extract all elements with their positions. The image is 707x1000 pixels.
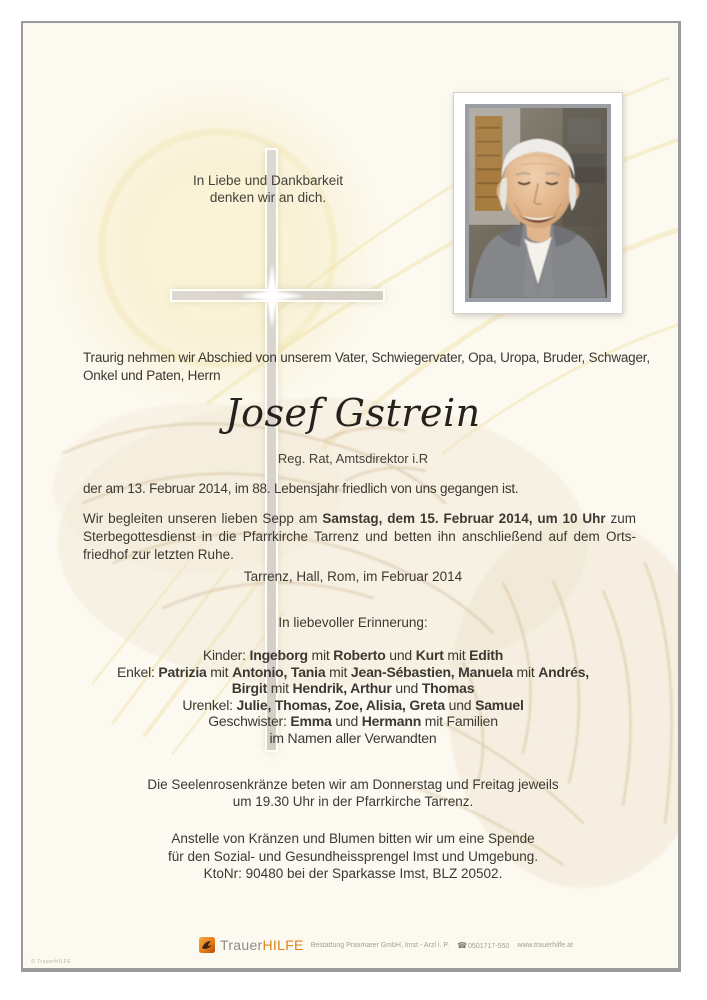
phone-number-text: 0501717-550	[468, 942, 510, 950]
funeral-home-footer	[199, 935, 573, 955]
death-date-line: der am 13. Februar 2014, im 88. Lebensjahr friedlich von uns gegangen ist.	[83, 481, 519, 496]
memorial-card	[21, 21, 681, 972]
brand-text	[220, 937, 304, 953]
funeral-line: friedhof zur letzten Ruhe.	[83, 547, 234, 562]
intro-text	[83, 349, 650, 385]
donation-line: für den Sozial- und Gesundheissprengel Imst und Umgebung.	[168, 848, 538, 864]
intro-line: Traurig nehmen wir Abschied von unserem Vater, Schwiegervater, Opa, Uropa, Bruder, Schwager,	[83, 350, 650, 365]
brand-trauer: Trauer	[220, 937, 263, 953]
deceased-name: Josef Gstrein	[225, 391, 481, 435]
blessing-line: In Liebe und Dankbarkeit	[192, 173, 344, 188]
deceased-title: Reg. Rat, Amtsdirektor i.R	[277, 451, 429, 466]
intro-line: Onkel und Paten, Herrn	[83, 368, 221, 383]
blessing-text	[118, 172, 418, 206]
family-line-geschwister: Geschwister: Emma und Hermann mit Familien	[208, 713, 498, 729]
hand-sketch	[53, 398, 681, 888]
rosary-line: um 19.30 Uhr in der Pfarrkirche Tarrenz.	[232, 794, 474, 809]
brand-hilfe: HILFE	[262, 937, 304, 953]
place-dateline: Tarrenz, Hall, Rom, im Februar 2014	[243, 569, 463, 584]
company-text: Bestattung Praxmarer GmbH, Imst - Arzl i. P.	[310, 941, 450, 949]
portrait-illustration	[469, 108, 607, 298]
phone-icon: ☎	[457, 940, 468, 950]
portrait-photo-border	[465, 104, 611, 302]
website-text: www.trauerhilfe.at	[517, 941, 573, 949]
trauerhilfe-logo-icon	[199, 937, 215, 953]
portrait-photo	[453, 92, 623, 314]
funeral-announcement	[83, 510, 636, 564]
rosary-line: Die Seelenrosenkränze beten wir am Donnerstag und Freitag jeweils	[147, 777, 559, 792]
rosary-notice	[23, 776, 681, 810]
donation-line: Anstelle von Kränzen und Blumen bitten wir um eine Spende	[171, 831, 535, 846]
family-line-urenkel: Urenkel: Julie, Thomas, Zoe, Alisia, Greta und Samuel	[182, 696, 524, 713]
funeral-line: Wir begleiten unseren lieben Sepp am Samstag, dem 15. Februar 2014, um 10 Uhr zum	[83, 511, 636, 526]
family-line-enkel-2: Birgit mit Hendrik, Arthur und Thomas	[231, 680, 475, 696]
donation-notice	[23, 830, 681, 883]
family-line-kinder: Kinder: Ingeborg mit Roberto und Kurt mit Edith	[202, 647, 504, 663]
copyright-small-print: © TrauerHILFE	[31, 959, 72, 965]
cross-sparkle-icon	[239, 263, 305, 329]
remembrance-heading: In liebevoller Erinnerung:	[278, 615, 428, 630]
family-line-enkel: Enkel: Patrizia mit Antonio, Tania mit Jean-Sébastien, Manuela mit Andrés,	[117, 663, 589, 680]
family-list	[23, 647, 681, 746]
blessing-line: denken wir an dich.	[209, 190, 327, 205]
phone-number	[457, 941, 509, 950]
donation-line: KtoNr: 90480 bei der Sparkasse Imst, BLZ 20502.	[203, 866, 503, 881]
family-line-relatives: im Namen aller Verwandten	[269, 729, 437, 746]
funeral-line: Sterbegottesdienst in die Pfarrkirche Tarrenz und betten ihn anschließend auf dem Orts-	[83, 529, 636, 544]
